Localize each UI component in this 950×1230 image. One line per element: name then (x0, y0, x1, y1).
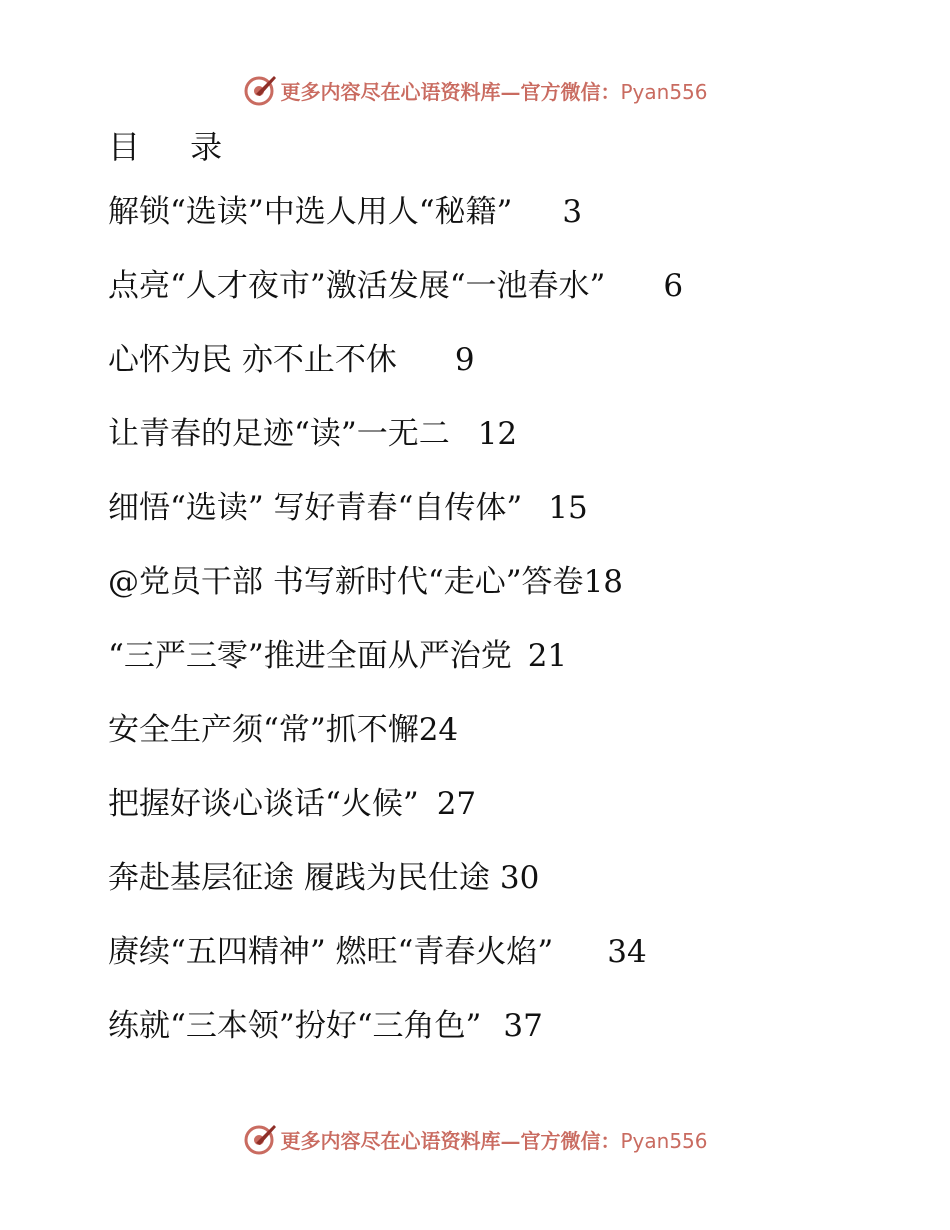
toc-entry-title: 赓续“五四精神” 燃旺“青春火焰” (108, 934, 554, 970)
toc-entry[interactable] (108, 782, 908, 856)
toc-entry-page: 18 (583, 564, 624, 600)
banner-wechat-id: Pyan556 (620, 79, 708, 104)
toc-entry-title: 点亮“人才夜市”激活发展“一池春水” (108, 268, 606, 304)
toc-entry-title: 安全生产须“常”抓不懈 (108, 712, 419, 748)
toc-entry[interactable] (108, 190, 908, 264)
toc-entry-title: @党员干部 书写新时代“走心”答卷 (108, 564, 584, 600)
toc-entry-page: 3 (562, 194, 583, 230)
watermark-banner-bottom (0, 1117, 950, 1161)
toc-list (108, 190, 908, 1078)
toc-entry[interactable] (108, 338, 908, 412)
quill-logo-icon (242, 1121, 278, 1157)
toc-entry-page: 15 (548, 490, 588, 526)
toc-entry-page: 34 (607, 934, 647, 970)
toc-title: 目 录 (108, 128, 243, 166)
banner-text (280, 1125, 707, 1154)
toc-entry-title: 练就“三本领”扮好“三角色” (108, 1008, 482, 1044)
toc-entry-title: 细悟“选读” 写好青春“自传体” (108, 490, 523, 526)
toc-entry-title: 让青春的足迹“读”一无二 (108, 416, 450, 452)
toc-entry-title: 解锁“选读”中选人用人“秘籍” (108, 194, 513, 230)
toc-entry-page: 27 (436, 786, 477, 822)
toc-entry-title: 奔赴基层征途 履践为民仕途 (108, 860, 490, 896)
banner-label: 更多内容尽在心语资料库—官方微信： (280, 79, 621, 104)
watermark-banner-top (0, 68, 950, 112)
toc-entry[interactable] (108, 634, 908, 708)
toc-entry-page: 21 (527, 638, 568, 674)
toc-entry[interactable] (108, 930, 908, 1004)
quill-logo-icon (242, 72, 278, 108)
toc-entry-page: 6 (663, 268, 684, 304)
banner-wechat-id: Pyan556 (620, 1128, 708, 1153)
toc-entry-page: 37 (503, 1008, 543, 1044)
toc-entry[interactable] (108, 264, 908, 338)
toc-entry[interactable] (108, 486, 908, 560)
toc-entry[interactable] (108, 412, 908, 486)
toc-entry[interactable] (108, 856, 908, 930)
toc-entry[interactable] (108, 560, 908, 634)
toc-entry[interactable] (108, 1004, 908, 1078)
toc-entry-title: 把握好谈心谈话“火候” (108, 786, 419, 822)
toc-entry-page: 9 (454, 342, 475, 378)
toc-entry-page: 12 (477, 416, 518, 452)
banner-text (280, 76, 707, 105)
toc-entry-title: 心怀为民 亦不止不休 (108, 342, 397, 378)
toc-entry-page: 24 (418, 712, 459, 748)
toc-entry-page: 30 (499, 860, 540, 896)
toc-entry-title: “三严三零”推进全面从严治党 (108, 638, 512, 674)
toc-entry[interactable] (108, 708, 908, 782)
banner-label: 更多内容尽在心语资料库—官方微信： (280, 1128, 621, 1153)
